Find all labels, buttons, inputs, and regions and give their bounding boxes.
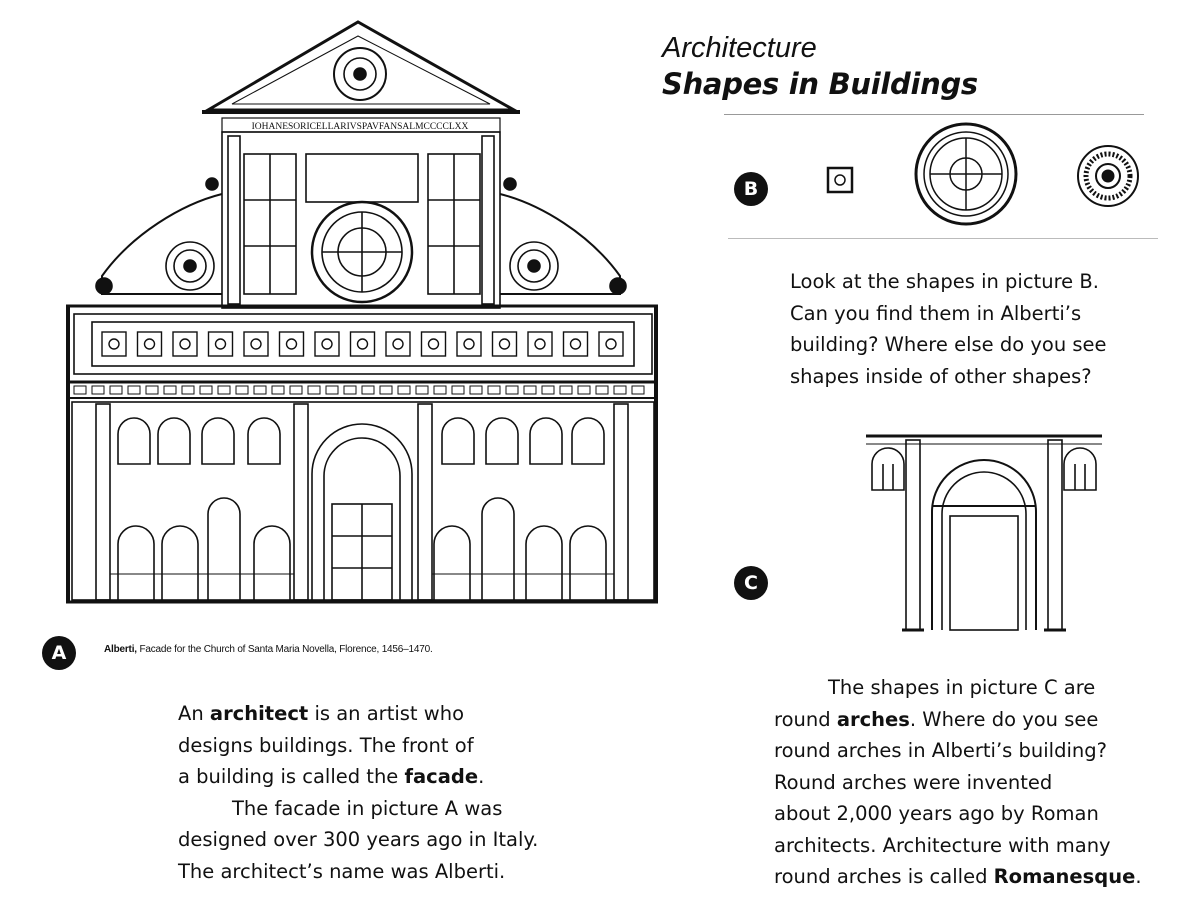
paragraph-line: The facade in picture A was (232, 796, 503, 820)
paragraph-line: architects. Architecture with many (774, 833, 1111, 857)
text-run: round arches is called (774, 865, 994, 888)
text-run: a building is called the (178, 765, 405, 788)
shapes-illustration (800, 122, 1160, 240)
paragraph-line (774, 861, 1184, 893)
text-run: is an artist who (308, 702, 465, 725)
figure-caption (104, 644, 433, 655)
paragraph-line: shapes inside of other shapes? (790, 364, 1092, 388)
term-architect: architect (209, 702, 309, 725)
facade-inscription: IOHANESORICELLARIVSPAVFANSALMCCCCLXX (251, 122, 469, 132)
concentric-circle-window-shape (916, 124, 1016, 224)
round-arch-illustration (866, 428, 1102, 634)
marker-c-badge: C (734, 566, 768, 600)
marker-b-badge: B (734, 172, 768, 206)
paragraph-line: building? Where else do you see (790, 333, 1107, 356)
paragraph-line: Round arches were invented (774, 770, 1053, 794)
square-in-square-shape (828, 168, 852, 192)
paragraph-line: designed over 300 years ago in Italy. (178, 828, 539, 851)
text-run: . Where do you see (909, 707, 1099, 731)
term-arches: arches (836, 707, 910, 731)
paragraph-line: round arches in Alberti’s building? (774, 739, 1107, 762)
term-romanesque: Romanesque (993, 865, 1136, 888)
text-run: . (1135, 865, 1142, 888)
paragraph-line: The architect’s name was Alberti. (178, 859, 506, 883)
text-run: An (178, 702, 210, 725)
marker-a-badge: A (42, 636, 76, 670)
paragraph-line (178, 761, 598, 793)
paragraph-line (178, 698, 598, 730)
picture-b-paragraph (790, 266, 1170, 392)
text-run: round (774, 707, 837, 731)
caption-artist: Alberti, (104, 644, 137, 655)
page-title: Shapes in Buildings (662, 67, 978, 101)
paragraph-line: about 2,000 years ago by Roman (774, 802, 1099, 825)
section-kicker: Architecture (662, 32, 817, 64)
architect-paragraph (178, 698, 598, 887)
term-facade: facade (404, 765, 479, 788)
paragraph-line: The shapes in picture C are (828, 676, 1096, 699)
picture-b-rule (728, 238, 1158, 239)
facade-illustration (62, 14, 662, 604)
title-rule (724, 114, 1144, 115)
text-run: . (478, 765, 485, 788)
picture-c-paragraph (774, 672, 1184, 893)
rosette-shape (1078, 146, 1138, 206)
paragraph-line: designs buildings. The front of (178, 733, 474, 757)
paragraph-line: Look at the shapes in picture B. (790, 270, 1099, 293)
paragraph-line (774, 704, 1184, 736)
caption-text: Facade for the Church of Santa Maria Novella, Florence, 1456–1470. (136, 644, 433, 655)
paragraph-line: Can you find them in Alberti’s (790, 301, 1082, 325)
